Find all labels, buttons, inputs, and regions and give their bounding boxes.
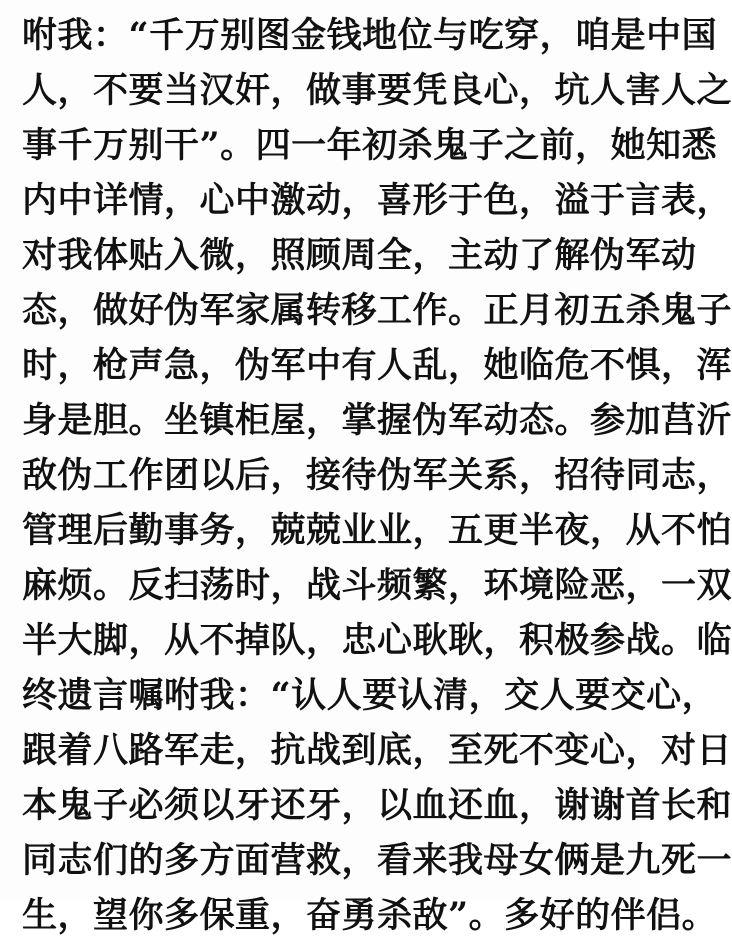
text-line: 敌伪工作团以后，接待伪军关系，招待同志，: [22, 455, 732, 496]
text-line: 事千万别干”。四一年初杀鬼子之前，她知悉: [22, 125, 718, 166]
text-line: 半大脚，从不掉队，忠心耿耿，积极参战。临: [22, 620, 732, 661]
text-line: 人，不要当汉奸，做事要凭良心，坑人害人之: [22, 70, 732, 111]
text-line: 生，望你多保重，奋勇杀敌”。多好的伴侣。: [22, 895, 718, 936]
text-line: 咐我：“千万别图金钱地位与吃穿，咱是中国: [22, 15, 718, 56]
text-line: 麻烦。反扫荡时，战斗频繁，环境险恶，一双: [22, 565, 732, 606]
text-line: 态，做好伪军家属转移工作。正月初五杀鬼子: [22, 290, 732, 331]
text-line: 时，枪声急，伪军中有人乱，她临危不惧，浑: [22, 345, 732, 386]
text-line: 管理后勤事务，兢兢业业，五更半夜，从不怕: [22, 510, 732, 551]
body-text: [22, 8, 732, 943]
text-line: 跟着八路军走，抗战到底，至死不变心，对日: [22, 730, 732, 771]
text-line: 身是胆。坐镇柜屋，掌握伪军动态。参加莒沂: [22, 400, 732, 441]
text-line: 对我体贴入微，照顾周全，主动了解伪军动: [22, 235, 697, 276]
text-line: 终遗言嘱咐我：“认人要认清，交人要交心，: [22, 675, 718, 716]
text-line: 本鬼子必须以牙还牙，以血还血，谢谢首长和: [22, 785, 732, 826]
text-line: 内中详情，心中激动，喜形于色，溢于言表，: [22, 180, 732, 221]
text-line: 同志们的多方面营救，看来我母女俩是九死一: [22, 840, 732, 881]
